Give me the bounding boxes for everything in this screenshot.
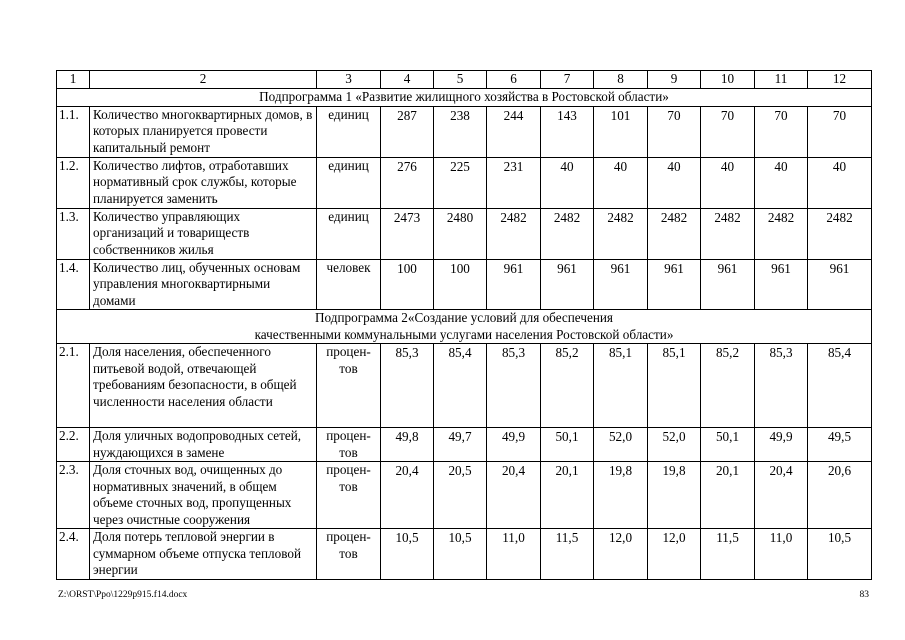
table-body <box>57 71 872 580</box>
row-unit: единиц <box>317 208 381 259</box>
subprogram-2-title-line1: Подпрограмма 2«Создание условий для обеспечения <box>315 310 613 325</box>
indicators-table <box>56 70 872 580</box>
row-value-col-10: 70 <box>701 106 755 157</box>
row-unit: процен-тов <box>317 344 381 428</box>
col-header-1: 1 <box>57 71 90 89</box>
row-indicator-name: Количество многоквартирных домов, в которых планируется провести капитальный ремонт <box>90 106 317 157</box>
row-value-col-11: 49,9 <box>755 428 808 462</box>
row-value-col-6: 244 <box>487 106 541 157</box>
row-value-col-11: 961 <box>755 259 808 310</box>
row-value-col-11: 40 <box>755 157 808 208</box>
row-value-col-7: 50,1 <box>541 428 594 462</box>
col-header-9: 9 <box>648 71 701 89</box>
row-value-col-9: 70 <box>648 106 701 157</box>
subprogram-1-title: Подпрограмма 1 «Развитие жилищного хозяйства в Ростовской области» <box>57 89 872 107</box>
table-row <box>57 259 872 310</box>
table-row <box>57 462 872 529</box>
row-code: 2.4. <box>57 529 90 580</box>
row-value-col-11: 20,4 <box>755 462 808 529</box>
row-unit: человек <box>317 259 381 310</box>
column-number-row <box>57 71 872 89</box>
row-value-col-4: 100 <box>381 259 434 310</box>
row-code: 1.2. <box>57 157 90 208</box>
row-unit: процен-тов <box>317 428 381 462</box>
row-value-col-9: 12,0 <box>648 529 701 580</box>
row-value-col-5: 2480 <box>434 208 487 259</box>
row-unit: единиц <box>317 157 381 208</box>
col-header-6: 6 <box>487 71 541 89</box>
row-value-col-10: 40 <box>701 157 755 208</box>
subprogram-1-row <box>57 89 872 107</box>
row-value-col-6: 961 <box>487 259 541 310</box>
row-value-col-10: 2482 <box>701 208 755 259</box>
row-value-col-9: 2482 <box>648 208 701 259</box>
row-value-col-9: 52,0 <box>648 428 701 462</box>
row-value-col-7: 961 <box>541 259 594 310</box>
row-unit: процен-тов <box>317 529 381 580</box>
row-value-col-10: 11,5 <box>701 529 755 580</box>
row-value-col-7: 20,1 <box>541 462 594 529</box>
row-code: 2.3. <box>57 462 90 529</box>
row-value-col-4: 276 <box>381 157 434 208</box>
row-value-col-5: 49,7 <box>434 428 487 462</box>
row-value-col-4: 2473 <box>381 208 434 259</box>
row-value-col-7: 40 <box>541 157 594 208</box>
row-value-col-4: 85,3 <box>381 344 434 428</box>
row-value-col-8: 40 <box>594 157 648 208</box>
col-header-4: 4 <box>381 71 434 89</box>
row-value-col-9: 961 <box>648 259 701 310</box>
row-value-col-7: 2482 <box>541 208 594 259</box>
row-value-col-7: 11,5 <box>541 529 594 580</box>
col-header-5: 5 <box>434 71 487 89</box>
row-value-col-12: 10,5 <box>808 529 872 580</box>
row-value-col-6: 2482 <box>487 208 541 259</box>
row-indicator-name: Количество лифтов, отработавших нормативный срок службы, которые планируется заменить <box>90 157 317 208</box>
row-value-col-8: 101 <box>594 106 648 157</box>
footer-page-number: 83 <box>859 590 869 600</box>
row-value-col-5: 100 <box>434 259 487 310</box>
footer-file-path: Z:\ORST\Ppo\1229p915.f14.docx <box>58 590 188 600</box>
row-value-col-7: 85,2 <box>541 344 594 428</box>
row-value-col-4: 10,5 <box>381 529 434 580</box>
row-value-col-8: 52,0 <box>594 428 648 462</box>
row-value-col-9: 40 <box>648 157 701 208</box>
col-header-12: 12 <box>808 71 872 89</box>
row-value-col-5: 238 <box>434 106 487 157</box>
col-header-10: 10 <box>701 71 755 89</box>
table-row <box>57 344 872 428</box>
table-row <box>57 529 872 580</box>
row-value-col-8: 961 <box>594 259 648 310</box>
row-value-col-5: 20,5 <box>434 462 487 529</box>
row-value-col-4: 49,8 <box>381 428 434 462</box>
row-value-col-9: 85,1 <box>648 344 701 428</box>
col-header-7: 7 <box>541 71 594 89</box>
row-value-col-11: 2482 <box>755 208 808 259</box>
row-value-col-12: 40 <box>808 157 872 208</box>
row-value-col-11: 85,3 <box>755 344 808 428</box>
col-header-3: 3 <box>317 71 381 89</box>
row-value-col-10: 85,2 <box>701 344 755 428</box>
row-value-col-10: 961 <box>701 259 755 310</box>
row-code: 2.2. <box>57 428 90 462</box>
subprogram-2-title-line2: качественными коммунальными услугами населения Ростовской области» <box>254 326 674 342</box>
row-value-col-12: 49,5 <box>808 428 872 462</box>
row-indicator-name: Доля уличных водопроводных сетей, нуждающихся в замене <box>90 428 317 462</box>
row-indicator-name: Доля потерь тепловой энергии в суммарном объеме отпуска тепловой энергии <box>90 529 317 580</box>
row-unit: процен-тов <box>317 462 381 529</box>
col-header-2: 2 <box>90 71 317 89</box>
row-value-col-5: 225 <box>434 157 487 208</box>
row-value-col-5: 10,5 <box>434 529 487 580</box>
row-value-col-8: 2482 <box>594 208 648 259</box>
col-header-8: 8 <box>594 71 648 89</box>
row-value-col-12: 961 <box>808 259 872 310</box>
row-indicator-name: Доля населения, обеспеченного питьевой водой, отвечающей требованиям безопасности, в общей численности населения области <box>90 344 317 428</box>
row-value-col-10: 50,1 <box>701 428 755 462</box>
row-value-col-4: 20,4 <box>381 462 434 529</box>
row-value-col-8: 12,0 <box>594 529 648 580</box>
row-value-col-6: 231 <box>487 157 541 208</box>
row-value-col-12: 70 <box>808 106 872 157</box>
row-indicator-name: Количество управляющих организаций и товариществ собственников жилья <box>90 208 317 259</box>
table-row <box>57 157 872 208</box>
row-indicator-name: Доля сточных вод, очищенных до нормативных значений, в общем объеме сточных вод, пропущенных через очистные сооружения <box>90 462 317 529</box>
row-value-col-11: 70 <box>755 106 808 157</box>
table-row <box>57 106 872 157</box>
row-value-col-12: 2482 <box>808 208 872 259</box>
subprogram-2-row <box>57 310 872 344</box>
table-row <box>57 208 872 259</box>
row-code: 1.3. <box>57 208 90 259</box>
row-value-col-5: 85,4 <box>434 344 487 428</box>
row-value-col-4: 287 <box>381 106 434 157</box>
row-indicator-name: Количество лиц, обученных основам управления многоквартирными домами <box>90 259 317 310</box>
row-value-col-9: 19,8 <box>648 462 701 529</box>
row-unit: единиц <box>317 106 381 157</box>
subprogram-2-title <box>57 310 872 344</box>
row-value-col-6: 20,4 <box>487 462 541 529</box>
row-value-col-6: 49,9 <box>487 428 541 462</box>
row-value-col-11: 11,0 <box>755 529 808 580</box>
row-code: 1.1. <box>57 106 90 157</box>
row-value-col-8: 19,8 <box>594 462 648 529</box>
row-code: 2.1. <box>57 344 90 428</box>
row-value-col-8: 85,1 <box>594 344 648 428</box>
table-row <box>57 428 872 462</box>
row-value-col-6: 85,3 <box>487 344 541 428</box>
row-value-col-12: 85,4 <box>808 344 872 428</box>
row-value-col-10: 20,1 <box>701 462 755 529</box>
row-code: 1.4. <box>57 259 90 310</box>
col-header-11: 11 <box>755 71 808 89</box>
row-value-col-6: 11,0 <box>487 529 541 580</box>
row-value-col-12: 20,6 <box>808 462 872 529</box>
row-value-col-7: 143 <box>541 106 594 157</box>
